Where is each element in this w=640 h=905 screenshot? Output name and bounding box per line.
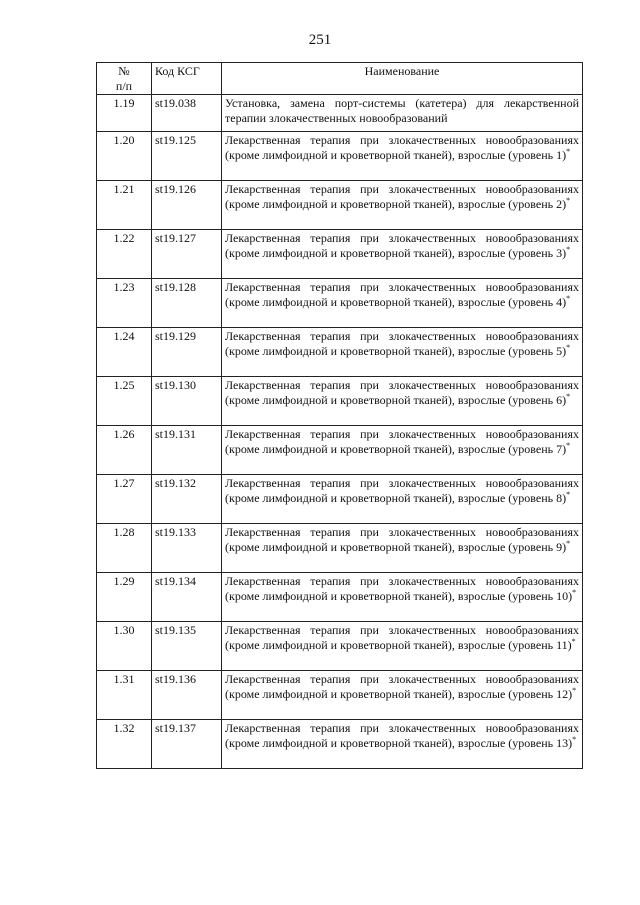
row-number: 1.32	[97, 720, 152, 769]
row-name-cell	[222, 279, 583, 328]
row-name-cell	[222, 573, 583, 622]
row-name: Лекарственная терапия при злокачественных новообразованиях (кроме лимфоидной и кроветворной тканей), взрослые (уровень 6)	[225, 378, 579, 407]
row-number: 1.25	[97, 377, 152, 426]
table-row	[97, 524, 583, 573]
row-name-cell	[222, 132, 583, 181]
row-number: 1.30	[97, 622, 152, 671]
row-number: 1.22	[97, 230, 152, 279]
row-ksg-code: st19.134	[152, 573, 222, 622]
table-row	[97, 622, 583, 671]
footnote-mark: *	[566, 539, 571, 548]
row-number: 1.29	[97, 573, 152, 622]
table-row	[97, 279, 583, 328]
footnote-mark: *	[566, 441, 571, 450]
row-name: Установка, замена порт-системы (катетера) для лекарственной терапии злокачественных новообразований	[225, 96, 579, 125]
row-number: 1.26	[97, 426, 152, 475]
table-row	[97, 475, 583, 524]
table-row	[97, 426, 583, 475]
table-row	[97, 671, 583, 720]
footnote-mark: *	[566, 196, 571, 205]
row-name: Лекарственная терапия при злокачественных новообразованиях (кроме лимфоидной и кроветворной тканей), взрослые (уровень 10)	[225, 574, 579, 603]
row-name-cell	[222, 622, 583, 671]
row-ksg-code: st19.135	[152, 622, 222, 671]
row-name-cell	[222, 671, 583, 720]
row-name-cell	[222, 475, 583, 524]
table-row	[97, 95, 583, 132]
row-number: 1.23	[97, 279, 152, 328]
row-name: Лекарственная терапия при злокачественных новообразованиях (кроме лимфоидной и кроветворной тканей), взрослые (уровень 7)	[225, 427, 579, 456]
row-name: Лекарственная терапия при злокачественных новообразованиях (кроме лимфоидной и кроветворной тканей), взрослые (уровень 12)	[225, 672, 579, 701]
row-ksg-code: st19.136	[152, 671, 222, 720]
footnote-mark: *	[572, 588, 577, 597]
footnote-mark: *	[572, 686, 577, 695]
table-row	[97, 132, 583, 181]
row-name-cell	[222, 230, 583, 279]
table-row	[97, 230, 583, 279]
table-row	[97, 573, 583, 622]
table-row	[97, 720, 583, 769]
row-name: Лекарственная терапия при злокачественных новообразованиях (кроме лимфоидной и кроветворной тканей), взрослые (уровень 2)	[225, 182, 579, 211]
row-name-cell	[222, 524, 583, 573]
row-name-cell	[222, 181, 583, 230]
footnote-mark: *	[571, 637, 576, 646]
row-ksg-code: st19.129	[152, 328, 222, 377]
row-ksg-code: st19.038	[152, 95, 222, 132]
row-ksg-code: st19.131	[152, 426, 222, 475]
table-header-row	[97, 63, 583, 95]
table-row	[97, 328, 583, 377]
row-ksg-code: st19.133	[152, 524, 222, 573]
ksg-table	[96, 62, 583, 769]
row-name-cell	[222, 720, 583, 769]
row-name-cell	[222, 328, 583, 377]
header-name: Наименование	[222, 63, 583, 95]
page-number: 251	[308, 32, 332, 48]
header-number-line1: №	[118, 64, 130, 78]
footnote-mark: *	[566, 392, 571, 401]
row-name-cell	[222, 95, 583, 132]
row-name: Лекарственная терапия при злокачественных новообразованиях (кроме лимфоидной и кроветворной тканей), взрослые (уровень 1)	[225, 133, 579, 162]
table-body	[97, 95, 583, 769]
row-name-cell	[222, 377, 583, 426]
row-ksg-code: st19.137	[152, 720, 222, 769]
row-name: Лекарственная терапия при злокачественных новообразованиях (кроме лимфоидной и кроветворной тканей), взрослые (уровень 8)	[225, 476, 579, 505]
footnote-mark: *	[566, 245, 571, 254]
row-number: 1.31	[97, 671, 152, 720]
row-ksg-code: st19.126	[152, 181, 222, 230]
row-number: 1.28	[97, 524, 152, 573]
row-name: Лекарственная терапия при злокачественных новообразованиях (кроме лимфоидной и кроветворной тканей), взрослые (уровень 11)	[225, 623, 579, 652]
footnote-mark: *	[566, 147, 571, 156]
row-ksg-code: st19.127	[152, 230, 222, 279]
table-row	[97, 377, 583, 426]
row-name: Лекарственная терапия при злокачественных новообразованиях (кроме лимфоидной и кроветворной тканей), взрослые (уровень 4)	[225, 280, 579, 309]
row-number: 1.20	[97, 132, 152, 181]
row-ksg-code: st19.125	[152, 132, 222, 181]
row-name: Лекарственная терапия при злокачественных новообразованиях (кроме лимфоидной и кроветворной тканей), взрослые (уровень 13)	[225, 721, 579, 750]
row-number: 1.24	[97, 328, 152, 377]
row-number: 1.21	[97, 181, 152, 230]
table-row	[97, 181, 583, 230]
footnote-mark: *	[566, 490, 571, 499]
row-ksg-code: st19.130	[152, 377, 222, 426]
footnote-mark: *	[566, 294, 571, 303]
row-number: 1.27	[97, 475, 152, 524]
row-name: Лекарственная терапия при злокачественных новообразованиях (кроме лимфоидной и кроветворной тканей), взрослые (уровень 3)	[225, 231, 579, 260]
row-ksg-code: st19.132	[152, 475, 222, 524]
header-number	[97, 63, 152, 95]
footnote-mark: *	[572, 735, 577, 744]
footnote-mark: *	[566, 343, 571, 352]
row-ksg-code: st19.128	[152, 279, 222, 328]
row-number: 1.19	[97, 95, 152, 132]
row-name-cell	[222, 426, 583, 475]
row-name: Лекарственная терапия при злокачественных новообразованиях (кроме лимфоидной и кроветворной тканей), взрослые (уровень 5)	[225, 329, 579, 358]
header-code: Код КСГ	[152, 63, 222, 95]
header-number-line2: п/п	[115, 79, 133, 93]
row-name: Лекарственная терапия при злокачественных новообразованиях (кроме лимфоидной и кроветворной тканей), взрослые (уровень 9)	[225, 525, 579, 554]
